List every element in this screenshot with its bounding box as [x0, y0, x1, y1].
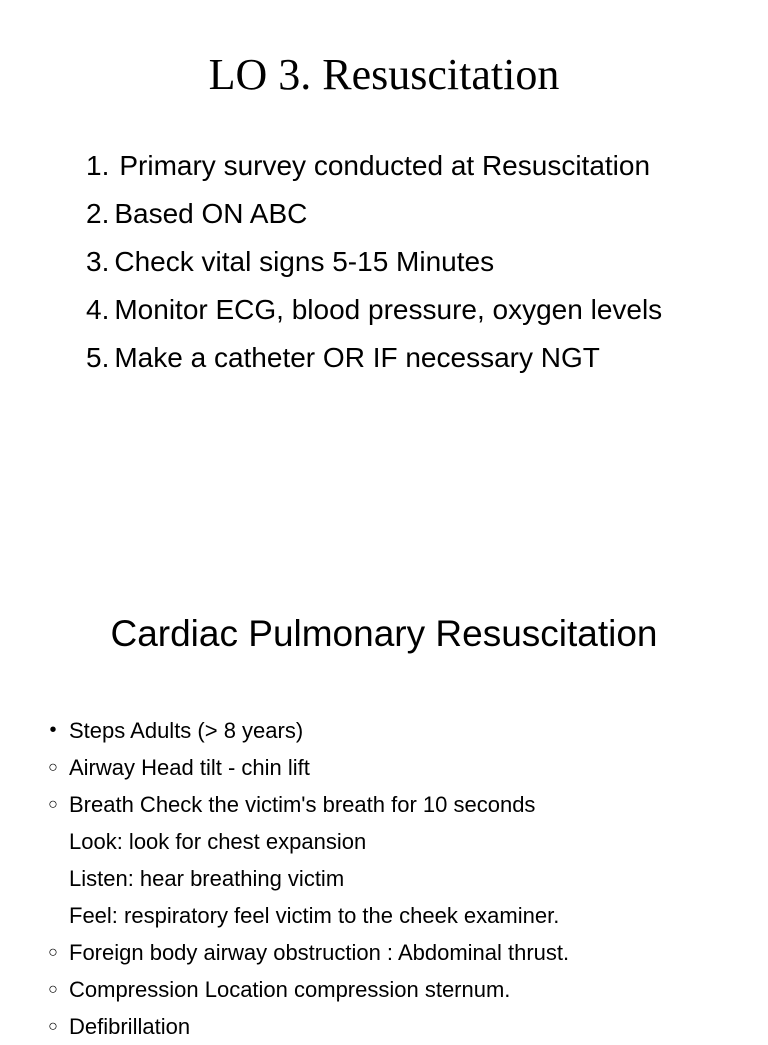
list-item-text: Breath Check the victim's breath for 10 seconds [69, 792, 536, 817]
list-item [42, 971, 569, 1008]
list-item [42, 1008, 569, 1045]
circle-bullet-icon: ○ [48, 981, 58, 998]
list-item [42, 934, 569, 971]
list-item-text: Based ON ABC [114, 198, 308, 229]
list-item [86, 194, 662, 242]
list-item [86, 338, 662, 386]
cpr-steps-list [42, 712, 569, 1045]
list-item [42, 712, 569, 749]
list-item-text: Airway Head tilt - chin lift [69, 755, 310, 780]
cpr-section-title: Cardiac Pulmonary Resuscitation [110, 613, 658, 654]
resuscitation-steps-list [86, 146, 662, 386]
list-item [42, 823, 569, 860]
circle-bullet-icon: ○ [48, 759, 58, 776]
list-item-text: Make a catheter OR IF necessary NGT [114, 342, 600, 373]
list-item-text: Steps Adults (> 8 years) [69, 718, 304, 743]
list-item-number: 3. [86, 246, 110, 277]
circle-bullet-icon: ○ [48, 1018, 58, 1035]
list-item-text: Foreign body airway obstruction : Abdominal thrust. [69, 940, 570, 965]
list-item [42, 786, 569, 823]
slide-title: LO 3. Resuscitation [208, 50, 560, 99]
list-item-text: Look: look for chest expansion [69, 829, 367, 854]
list-item-number: 4. [86, 294, 110, 325]
list-item [86, 146, 662, 194]
list-item-text: Monitor ECG, blood pressure, oxygen levels [114, 294, 663, 325]
circle-bullet-icon: ○ [48, 796, 58, 813]
list-item [42, 897, 569, 934]
list-item-number: 1. [86, 150, 110, 181]
list-item [86, 290, 662, 338]
list-item-number: 2. [86, 198, 110, 229]
list-item-text: Defibrillation [69, 1014, 191, 1039]
list-item-text: Feel: respiratory feel victim to the cheek examiner. [69, 903, 560, 928]
list-item-number: 5. [86, 342, 110, 373]
list-item-text: Primary survey conducted at Resuscitation [119, 150, 651, 181]
circle-bullet-icon: ○ [48, 944, 58, 961]
list-item [42, 860, 569, 897]
bullet-icon: • [49, 719, 57, 741]
list-item [42, 749, 569, 786]
list-item-text: Compression Location compression sternum. [69, 977, 511, 1002]
list-item-text: Check vital signs 5-15 Minutes [114, 246, 495, 277]
list-item [86, 242, 662, 290]
list-item-text: Listen: hear breathing victim [69, 866, 345, 891]
